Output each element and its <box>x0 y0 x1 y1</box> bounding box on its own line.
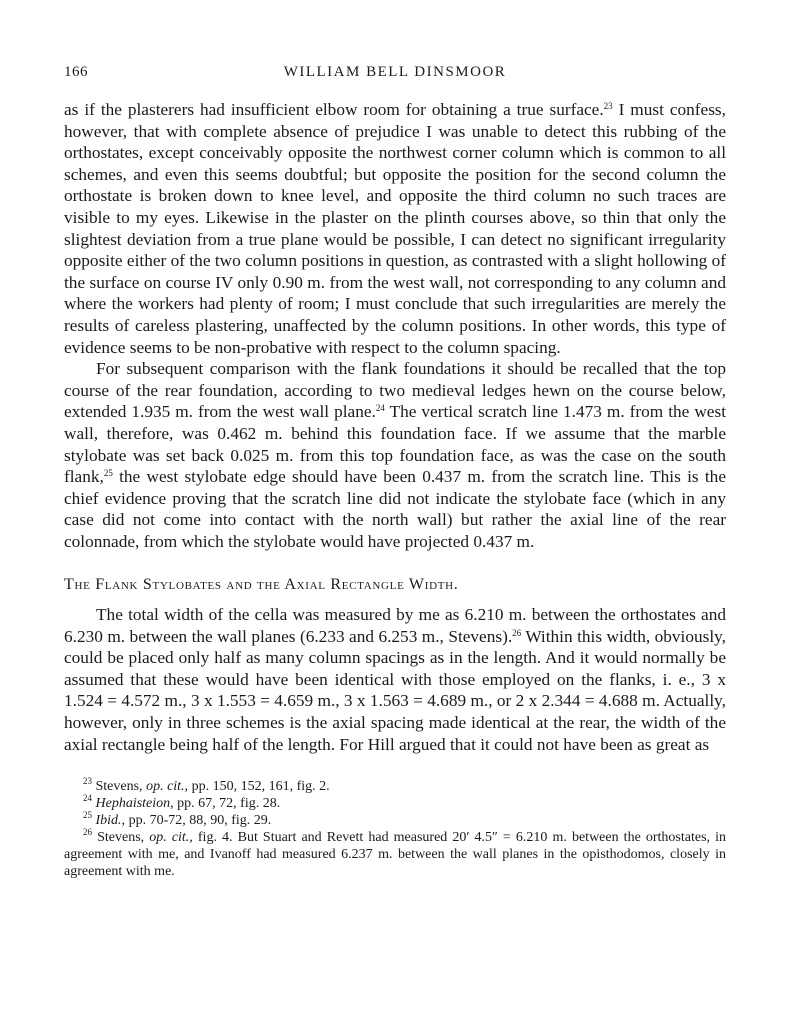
footnote-citation: Ibid., <box>95 813 126 829</box>
footnote-citation: op. cit., <box>149 830 193 846</box>
paragraph-3 <box>64 604 726 755</box>
footnote-text: Stevens, <box>97 830 150 846</box>
footnote-text: Stevens, <box>95 779 147 795</box>
footnote-ref-23[interactable]: 23 <box>603 101 613 111</box>
footnote-26 <box>64 829 726 880</box>
paragraph-text: I must confess, however, that with complete absence of prejudice I was unable to detect this rubbing of the orthostates, except conceivably opposite the northwest corner column which is common to all schemes, and even this seems doubtful; but opposite the position for the second column the orthostate is broken down to knee level, and opposite the third column no such traces are visible to my eyes. Likewise in the plaster on the plinth courses above, so thin that only the slightest deviation from a true plane would be possible, I can detect no significant irregularity opposite either of the two column positions in question, as contrasted with a slight hollowing of the surface on course IV only 0.90 m. from the west wall, not corresponding to any column and where the workers had plenty of room; I must conclude that such irregularities are merely the results of careless plastering, unaffected by the column positions. In other words, this type of evidence seems to be non-probative with respect to the column spacing. <box>64 100 726 357</box>
page <box>64 60 726 880</box>
footnote-text: fig. 4. But Stuart and Revett had measured 20′ 4.5″ = 6.210 m. between the orthostates, in agreement with me, and Ivanoff had measured 6.237 m. between the wall planes in the opisthodomos, closely in agreement with me. <box>64 830 726 880</box>
footnote-number: 24 <box>83 793 92 804</box>
footnote-ref-24[interactable]: 24 <box>375 403 385 414</box>
paragraph-text: as if the plasterers had insufficient elbow room for obtaining a true surface. <box>64 100 604 119</box>
footnote-citation: op. cit., <box>146 779 189 795</box>
footnote-number: 23 <box>83 776 92 787</box>
section-heading: The Flank Stylobates and the Axial Rectangle Width. <box>64 576 459 594</box>
paragraph-text: Within this width, obviously, could be placed only half as many column spacings as in the length. And it would normally be assumed that these would have been identical with those employed on the flanks, i. e., 3 x 1.524 = 4.572 m., 3 x 1.553 = 4.659 m., 3 x 1.563 = 4.689 m., or 2 x 2.344 = 4.688 m. Actually, however, only in three schemes is the axial spacing made identical at the rear, the width of the axial rectangle being half of the length. For Hill argued that it could not have been as great as <box>64 626 727 754</box>
page-header <box>64 60 726 86</box>
footnote-23 <box>64 778 726 795</box>
footnotes <box>64 778 726 880</box>
footnote-citation: Hephaisteion, <box>95 796 174 812</box>
footnote-25 <box>64 812 726 829</box>
paragraph-1 <box>64 99 726 358</box>
paragraph-text: The total width of the cella was measured by me as 6.210 m. between the orthostates and 6.230 m. between the wall planes (6.233 and 6.253 m., Stevens). <box>64 605 726 646</box>
footnote-number: 25 <box>83 810 92 821</box>
footnote-ref-26[interactable]: 26 <box>512 627 522 638</box>
paragraph-text: The vertical scratch line 1.473 m. from the west wall, therefore, was 0.462 m. behind this foundation face. If we assume that the marble stylobate was set back 0.025 m. from this top foundation face, as was the case on the south flank, <box>64 402 727 487</box>
footnote-ref-25[interactable]: 25 <box>103 468 113 479</box>
footnote-number: 26 <box>83 827 92 838</box>
body-text <box>64 99 726 755</box>
paragraph-text: the west stylobate edge should have been 0.437 m. from the scratch line. This is the chief evidence proving that the scratch line did not indicate the stylobate face (which in any case did not come into contact with the north wall) but rather the axial line of the rear colonnade, from which the stylobate would have projected 0.437 m. <box>64 467 726 551</box>
running-title: WILLIAM BELL DINSMOOR <box>283 64 507 80</box>
footnote-text: pp. 67, 72, fig. 28. <box>173 796 281 812</box>
footnote-text: pp. 70-72, 88, 90, fig. 29. <box>125 813 272 829</box>
page-number: 166 <box>64 64 88 80</box>
footnote-text: pp. 150, 152, 161, fig. 2. <box>188 779 330 795</box>
paragraph-text: For subsequent comparison with the flank foundations it should be recalled that the top course of the rear foundation, according to two medieval ledges hewn on the course below, extended 1.935 m. from the west wall plane. <box>64 359 726 422</box>
footnote-24 <box>64 795 726 812</box>
paragraph-2 <box>64 358 726 552</box>
